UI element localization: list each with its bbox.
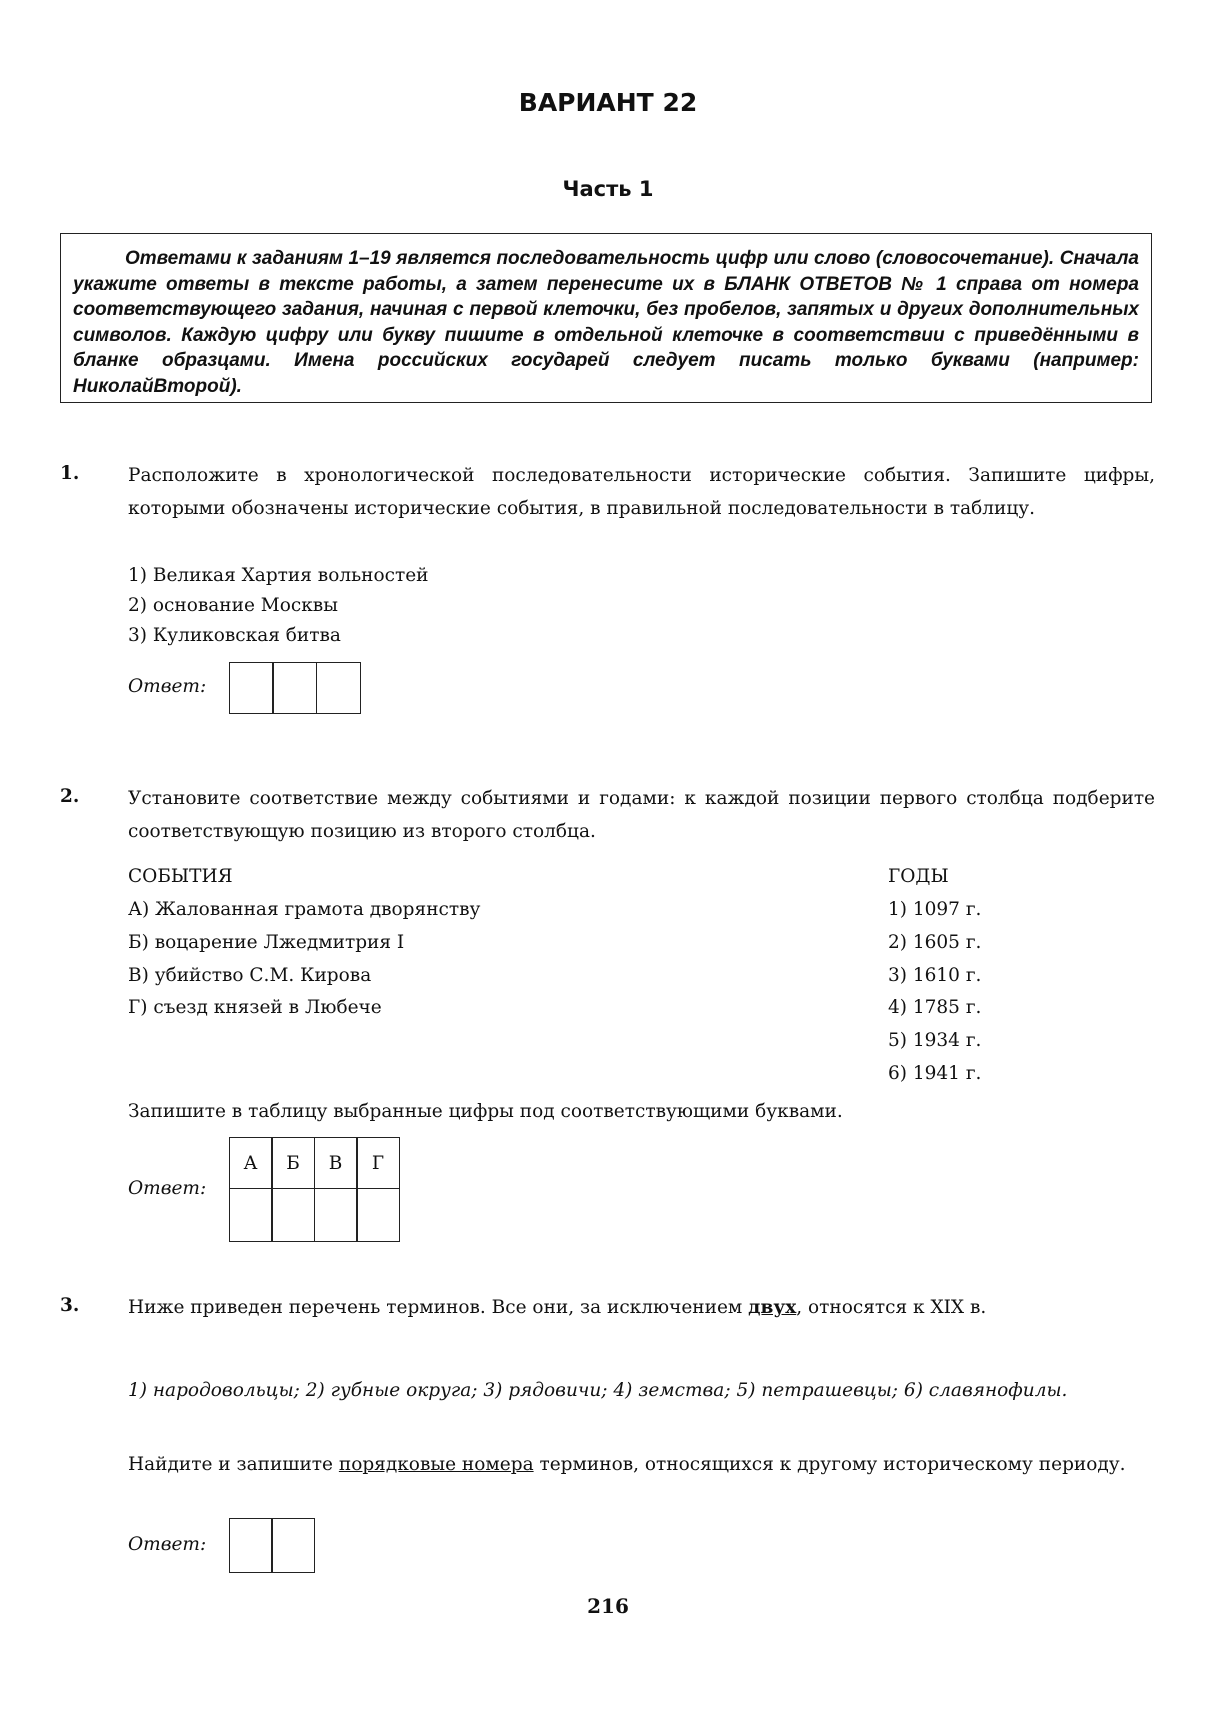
event-item: Б) воцарение Лжедмитрия I [128,932,405,953]
letter-header: Б [271,1137,315,1189]
q3-task-part: Найдите и запишите [128,1454,339,1475]
instructions-text: Ответами к заданиям 1–19 является последовательность цифр или слово (словосочетание). Сначала укажите ответы в тексте работы, а затем перенесите их в БЛАНК ОТВЕТОВ № 1 справа от номера соответствующего задания, начиная с первой клеточки, без пробелов, запятых и других дополнительных символов. Каждую цифру или букву пишите в отдельной клеточке в соответствии с приведёнными в бланке образцами. Имена российских государей следует писать только буквами (например: НиколайВторой). [73,248,1139,397]
event-item: В) убийство С.М. Кирова [128,965,372,986]
answer-cell[interactable] [272,662,317,714]
events-header: СОБЫТИЯ [128,866,233,887]
year-item: 6) 1941 г. [888,1063,982,1084]
year-item: 5) 1934 г. [888,1030,982,1051]
q2-instruction: Запишите в таблицу выбранные цифры под соответствующими буквами. [128,1101,843,1122]
q3-task-emphasis: порядковые номера [338,1454,534,1475]
answer-cell[interactable] [314,1188,358,1242]
q1-item: 2) основание Москвы [128,595,338,616]
q3-text-part: Ниже приведен перечень терминов. Все они, за исключением [128,1297,749,1318]
answer-label: Ответ: [128,676,207,697]
q3-task-part: терминов, относящихся к другому историческому периоду. [533,1454,1126,1475]
answer-cell[interactable] [356,1188,400,1242]
letter-header: В [314,1137,358,1189]
question-2-text: Установите соответствие между событиями и годами: к каждой позиции первого столбца подберите соответствующую позицию из второго столбца. [128,788,1155,842]
year-item: 2) 1605 г. [888,932,982,953]
answer-cell[interactable] [271,1188,315,1242]
q3-task [128,1449,1155,1482]
event-item: Г) съезд князей в Любече [128,997,382,1018]
letter-header: Г [356,1137,400,1189]
q1-answer-cells [230,662,361,714]
question-number: 3. [60,1295,80,1316]
q3-terms: 1) народовольцы; 2) губные округа; 3) рядовичи; 4) земства; 5) петрашевцы; 6) славянофилы. [128,1380,1068,1401]
q3-emphasis: двух [748,1297,797,1318]
answer-cell[interactable] [229,1518,273,1573]
letter-header: А [229,1137,273,1189]
q3-answer-cells [230,1518,315,1573]
year-item: 4) 1785 г. [888,997,982,1018]
answer-cell[interactable] [271,1518,315,1573]
page-number: 216 [587,1594,629,1618]
question-number: 1. [60,463,80,484]
answer-label: Ответ: [128,1534,207,1555]
part-title: Часть 1 [562,177,654,201]
q2-answer-table [230,1137,400,1242]
question-1-text: Расположите в хронологической последовательности исторические события. Запишите цифры, которыми обозначены исторические события, в правильной последовательности в таблицу. [128,465,1155,519]
instructions-box [60,233,1152,403]
answer-cell[interactable] [229,1188,273,1242]
answer-cell[interactable] [229,662,274,714]
q1-item: 1) Великая Хартия вольностей [128,565,429,586]
q3-text-part: , относятся к XIX в. [796,1297,987,1318]
year-item: 3) 1610 г. [888,965,982,986]
event-item: А) Жалованная грамота дворянству [128,899,481,920]
question-number: 2. [60,786,80,807]
answer-cell[interactable] [316,662,361,714]
q1-item: 3) Куликовская битва [128,625,341,646]
question-3-text [128,1292,1155,1325]
years-header: ГОДЫ [888,866,949,887]
year-item: 1) 1097 г. [888,899,982,920]
answer-label: Ответ: [128,1178,207,1199]
variant-title: ВАРИАНТ 22 [518,88,698,117]
